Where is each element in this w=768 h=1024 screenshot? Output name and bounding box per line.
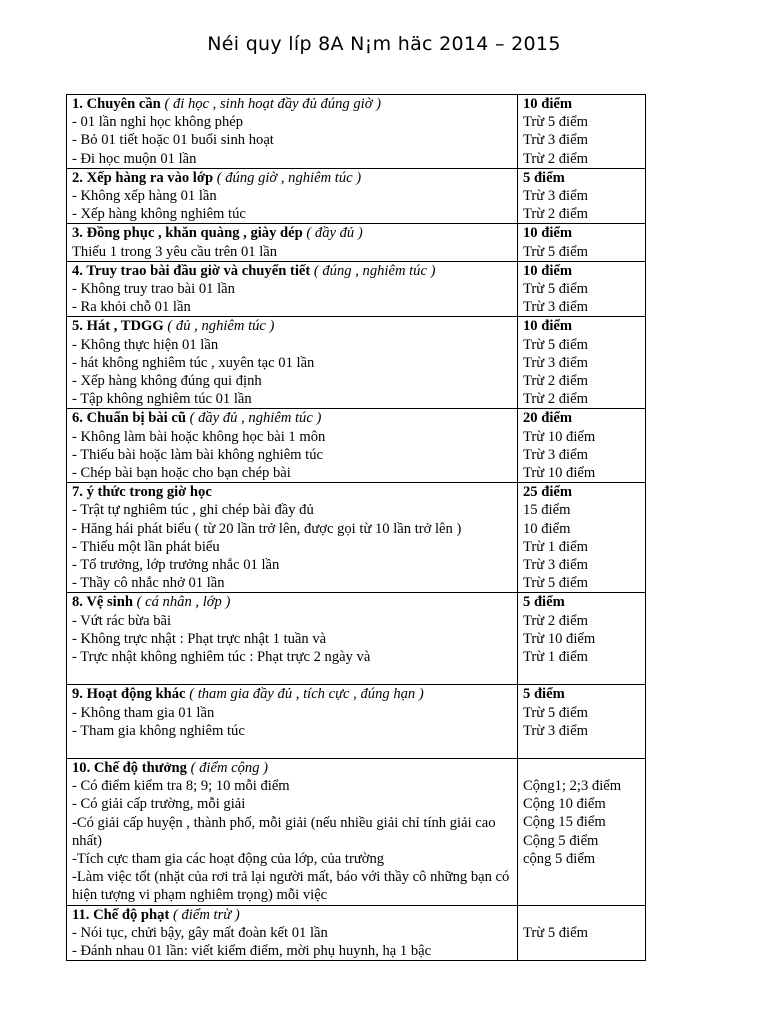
points-total: 5 điểm (523, 686, 565, 703)
rule-item: - Ra khỏi chỗ 01 lần (72, 299, 191, 316)
rule-item: - Không làm bài hoặc không học bài 1 môn (72, 428, 326, 445)
points-total: 10 điểm (523, 262, 573, 279)
rule-item: - Không thực hiện 01 lần (72, 336, 219, 353)
section-heading: 7. ý thức trong giờ học (72, 484, 212, 501)
section-heading: 1. Chuyên cần (72, 96, 161, 112)
rule-cell (67, 905, 518, 961)
points-cell (518, 685, 646, 759)
rule-item: - Không trực nhật : Phạt trực nhật 1 tuần và (72, 630, 327, 647)
rule-item: Thiếu 1 trong 3 yêu cầu trên 01 lần (72, 243, 278, 260)
table-row (67, 685, 646, 759)
points-cell (518, 95, 646, 169)
rule-item: -Tích cực tham gia các hoạt động của lớp, của trường (72, 850, 385, 867)
rule-item: - Bỏ 01 tiết hoặc 01 buổi sinh hoạt (72, 132, 274, 149)
section-heading: 10. Chế độ thưởng (72, 759, 187, 776)
table-row (67, 593, 646, 685)
points-item: Trừ 5 điểm (523, 243, 588, 260)
rules-table (66, 94, 646, 961)
rule-item: -Có giải cấp huyện , thành phố, mỗi giải (nếu nhiều giải chỉ tính giải cao nhất) (72, 814, 496, 849)
points-cell (518, 905, 646, 961)
points-item: 10 điểm (523, 520, 571, 537)
section-note: ( đủ , nghiêm túc ) (167, 318, 275, 335)
rule-cell (67, 483, 518, 593)
rule-cell (67, 95, 518, 169)
blank-line (72, 666, 512, 684)
rule-cell (67, 593, 518, 685)
points-cell (518, 593, 646, 685)
points-cell (518, 483, 646, 593)
section-heading: 4. Truy trao bài đầu giờ và chuyển tiết (72, 262, 311, 279)
section-note: ( cá nhân , lớp ) (136, 594, 231, 611)
section-note: ( đúng giờ , nghiêm túc ) (216, 169, 362, 186)
points-item: Trừ 2 điểm (523, 206, 588, 223)
points-cell (518, 758, 646, 905)
points-item: Trừ 10 điểm (523, 465, 596, 482)
rule-item: - Tập không nghiêm túc 01 lần (72, 391, 252, 408)
points-cell (518, 409, 646, 483)
rule-cell (67, 409, 518, 483)
rule-item: - Có điểm kiểm tra 8; 9; 10 mỗi điểm (72, 778, 290, 795)
blank-line (72, 740, 512, 758)
points-cell (518, 261, 646, 317)
rule-item: - Thiếu một lần phát biểu (72, 538, 220, 555)
rule-item: - Vứt rác bừa bãi (72, 612, 172, 629)
table-row (67, 409, 646, 483)
points-item: Trừ 3 điểm (523, 132, 588, 149)
points-total: 10 điểm (523, 318, 573, 335)
rule-item: - Nói tục, chửi bậy, gây mất đoàn kết 01 lần (72, 924, 328, 941)
blank-line (523, 906, 640, 924)
rule-cell (67, 317, 518, 409)
points-total: 5 điểm (523, 169, 565, 186)
section-heading: 6. Chuẩn bị bài cũ (72, 410, 186, 427)
points-item: Trừ 5 điểm (523, 924, 588, 941)
points-item: Trừ 2 điểm (523, 391, 588, 408)
points-total: 20 điểm (523, 410, 573, 427)
section-note: ( điểm cộng ) (190, 759, 269, 776)
points-total: 10 điểm (523, 225, 573, 242)
rule-item: - Có giải cấp trường, mỗi giải (72, 796, 246, 813)
points-item: Cộng1; 2;3 điểm (523, 777, 622, 794)
points-item: Trừ 5 điểm (523, 575, 588, 592)
rule-cell (67, 224, 518, 261)
points-cell (518, 224, 646, 261)
points-item: Trừ 2 điểm (523, 373, 588, 390)
section-heading: 3. Đồng phục , khăn quàng , giày dép (72, 225, 303, 242)
points-total: 10 điểm (523, 96, 573, 112)
rule-cell (67, 758, 518, 905)
section-note: ( điểm trừ ) (172, 906, 240, 923)
rule-item: - Đánh nhau 01 lần: viết kiểm điểm, mời phụ huynh, hạ 1 bậc (72, 942, 432, 959)
rule-item: - Tổ trưởng, lớp trưởng nhắc 01 lần (72, 557, 280, 574)
table-row (67, 95, 646, 169)
rule-item: - Trực nhật không nghiêm túc : Phạt trực 2 ngày và (72, 649, 371, 666)
rule-cell (67, 261, 518, 317)
points-item: 15 điểm (523, 502, 571, 519)
points-item: Trừ 1 điểm (523, 538, 588, 555)
rule-item: - Hăng hái phát biểu ( từ 20 lần trở lên, được gọi từ 10 lần trở lên ) (72, 520, 462, 537)
points-item: Trừ 5 điểm (523, 704, 588, 721)
table-row (67, 483, 646, 593)
points-item: Trừ 3 điểm (523, 188, 588, 205)
rule-item: - Đi học muộn 01 lần (72, 150, 197, 167)
rule-item: - Xếp hàng không nghiêm túc (72, 206, 246, 223)
section-note: ( tham gia đầy đủ , tích cực , đúng hạn ) (189, 686, 424, 703)
section-note: ( đúng , nghiêm túc ) (313, 262, 436, 279)
rule-item: - Trật tự nghiêm túc , ghi chép bài đầy đủ (72, 502, 314, 519)
section-heading: 5. Hát , TDGG (72, 318, 164, 335)
page-title: Néi quy líp 8A N¡m häc 2014 – 2015 (207, 33, 561, 55)
points-item: Cộng 15 điểm (523, 814, 606, 831)
table-row (67, 168, 646, 224)
rule-item: - Thiếu bài hoặc làm bài không nghiêm túc (72, 446, 324, 463)
points-total: 5 điểm (523, 594, 565, 611)
section-note: ( đầy đủ , nghiêm túc ) (189, 410, 322, 427)
rule-cell (67, 168, 518, 224)
points-item: Trừ 10 điểm (523, 428, 596, 445)
rule-item: - Chép bài bạn hoặc cho bạn chép bài (72, 465, 291, 482)
table-row (67, 905, 646, 961)
points-item: Trừ 5 điểm (523, 114, 588, 131)
points-total: 25 điểm (523, 484, 573, 501)
rule-item: - hát không nghiêm túc , xuyên tạc 01 lần (72, 354, 315, 371)
points-item: Trừ 2 điểm (523, 612, 588, 629)
points-item: Trừ 3 điểm (523, 557, 588, 574)
points-cell (518, 168, 646, 224)
points-item: Trừ 3 điểm (523, 299, 588, 316)
points-item: Trừ 3 điểm (523, 446, 588, 463)
section-heading: 2. Xếp hàng ra vào lớp (72, 169, 214, 186)
points-item: cộng 5 điểm (523, 850, 596, 867)
table-row (67, 758, 646, 905)
rule-item: - Thầy cô nhắc nhở 01 lần (72, 575, 225, 592)
points-cell (518, 317, 646, 409)
section-heading: 8. Vệ sinh (72, 594, 133, 611)
points-item: Trừ 5 điểm (523, 336, 588, 353)
table-row (67, 224, 646, 261)
rule-item: - Tham gia không nghiêm túc (72, 722, 245, 739)
points-item: Cộng 10 điểm (523, 796, 606, 813)
rule-item: - Không truy trao bài 01 lần (72, 281, 235, 298)
rule-item: - Không tham gia 01 lần (72, 704, 215, 721)
points-item: Trừ 10 điểm (523, 630, 596, 647)
section-note: ( đi học , sinh hoạt đầy đủ đúng giờ ) (164, 96, 381, 112)
rule-item: - Không xếp hàng 01 lần (72, 188, 217, 205)
blank-line (523, 759, 640, 777)
points-item: Trừ 3 điểm (523, 722, 588, 739)
rule-cell (67, 685, 518, 759)
section-note: ( đầy đủ ) (306, 225, 363, 242)
points-item: Trừ 5 điểm (523, 281, 588, 298)
table-row (67, 317, 646, 409)
points-item: Trừ 3 điểm (523, 354, 588, 371)
section-heading: 9. Hoạt động khác (72, 686, 186, 703)
section-heading: 11. Chế độ phạt (72, 906, 170, 923)
points-item: Trừ 2 điểm (523, 150, 588, 167)
points-item: Trừ 1 điểm (523, 649, 588, 666)
rule-item: - Xếp hàng không đúng qui định (72, 373, 262, 390)
points-item: Cộng 5 điểm (523, 832, 599, 849)
rule-item: - 01 lần nghỉ học không phép (72, 114, 244, 131)
rule-item: -Làm việc tốt (nhặt của rơi trả lại người mất, báo với thầy cô những bạn có hiện tượng vi phạm nghiêm trọng) mỗi việc (72, 869, 510, 904)
table-row (67, 261, 646, 317)
